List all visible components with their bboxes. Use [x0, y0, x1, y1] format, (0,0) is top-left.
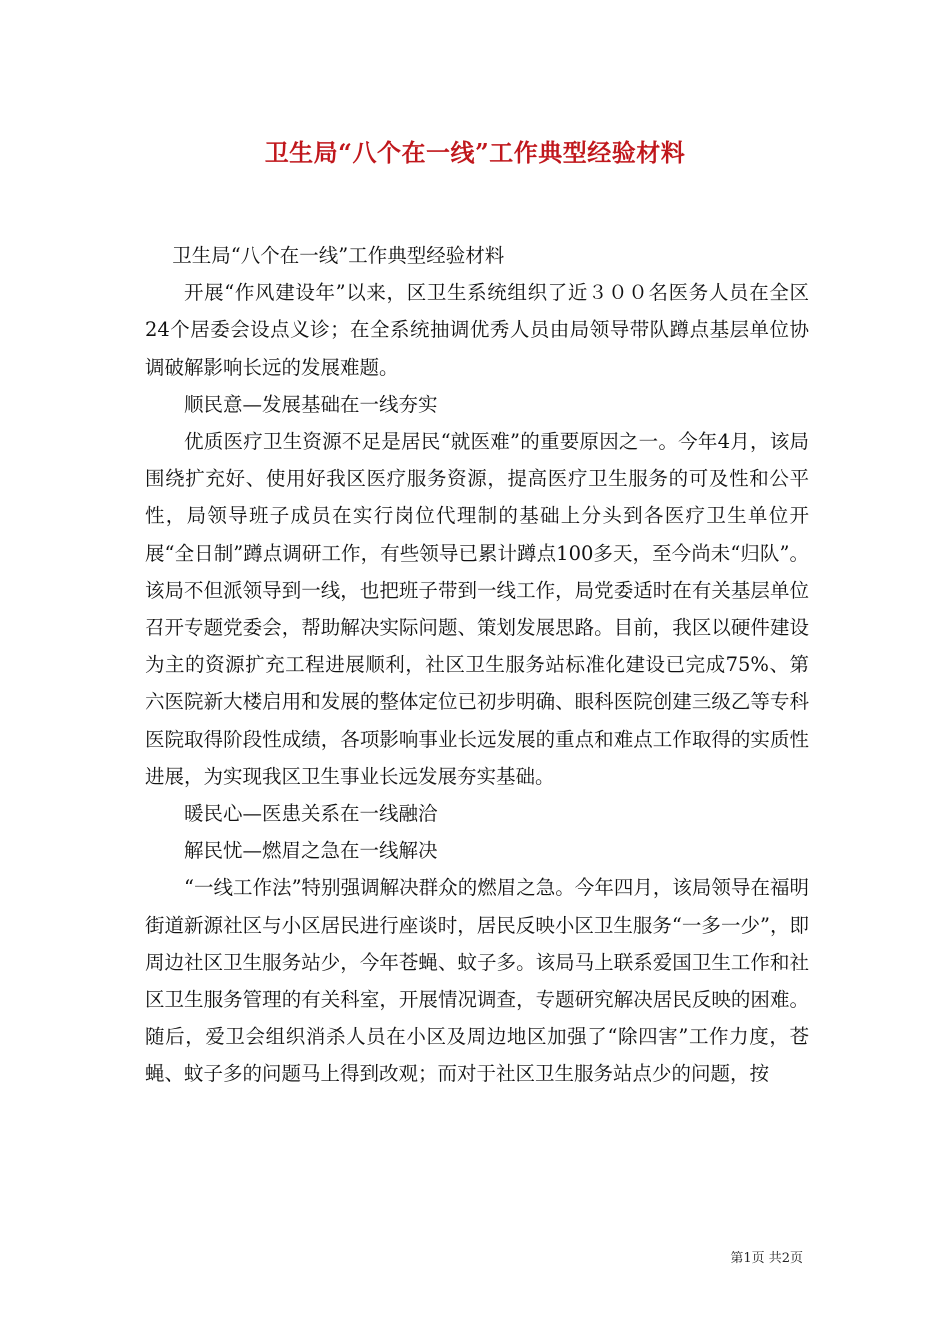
page-number: 第1页 共2页	[730, 1251, 803, 1266]
section-heading-3: 解民忧—燃眉之急在一线解决	[184, 839, 438, 863]
paragraph-section-3: “一线工作法”特别强调解决群众的燃眉之急。今年四月，该局领导在福明街道新源社区与小区居民进行座谈时，居民反映小区卫生服务“一多一少”，即周边社区卫生服务站少，今年苍蝇、蚊子多。该局马上联系爱国卫生工作和社区卫生服务管理的有关科室，开展情况调查，专题研究解决居民反映的困难。随后，爱卫会组织消杀人员在小区及周边地区加强了“除四害”工作力度，苍蝇、蚊子多的问题马上得到改观；而对于社区卫生服务站点少的问题，按	[145, 876, 809, 1086]
document-body	[145, 237, 809, 1093]
body-heading: 卫生局“八个在一线”工作典型经验材料	[172, 244, 505, 267]
section-heading-1: 顺民意—发展基础在一线夯实	[184, 392, 438, 416]
paragraph-section-1: 优质医疗卫生资源不足是居民“就医难”的重要原因之一。今年4月，该局围绕扩充好、使用好我区医疗服务资源，提高医疗卫生服务的可及性和公平性，局领导班子成员在实行岗位代理制的基础上分头到各医疗卫生单位开展“全日制”蹲点调研工作，有些领导已累计蹲点100多天，至今尚未“归队”。该局不但派领导到一线，也把班子带到一线工作，局党委适时在有关基层单位召开专题党委会，帮助解决实际问题、策划发展思路。目前，我区以硬件建设为主的资源扩充工程进展顺利，社区卫生服务站标准化建设已完成75%、第六医院新大楼启用和发展的整体定位已初步明确、眼科医院创建三级乙等专科医院取得阶段性成绩，各项影响事业长远发展的重点和难点工作取得的实质性进展，为实现我区卫生事业长远发展夯实基础。	[145, 430, 809, 788]
document-title: 卫生局“八个在一线”工作典型经验材料	[264, 138, 686, 167]
paragraph-intro: 开展“作风建设年”以来，区卫生系统组织了近３００名医务人员在全区24个居委会设点义诊；在全系统抽调优秀人员由局领导带队蹲点基层单位协调破解影响长远的发展难题。	[145, 281, 809, 379]
section-heading-2: 暖民心—医患关系在一线融洽	[184, 802, 438, 826]
